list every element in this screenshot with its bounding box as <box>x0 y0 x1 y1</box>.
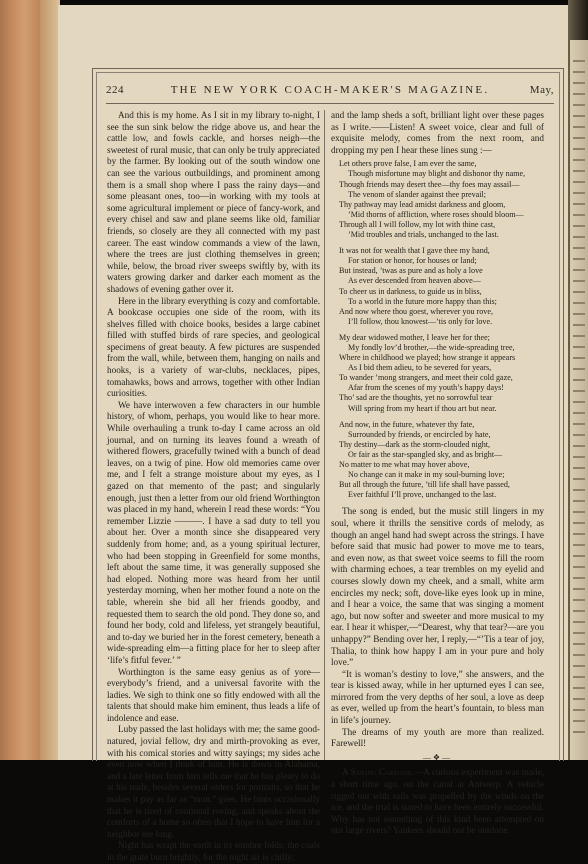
section-heading: A Sailing Carriage. <box>342 767 414 778</box>
book-spine-edge <box>0 0 40 760</box>
adjacent-page-text-line <box>573 357 585 359</box>
adjacent-page-text-line <box>573 709 585 711</box>
column-divider <box>324 110 325 760</box>
adjacent-page-text-line <box>573 445 585 447</box>
adjacent-page-text-line <box>573 159 585 161</box>
adjacent-page-text-line <box>573 236 585 238</box>
adjacent-page-text-line <box>573 71 585 73</box>
poem-line: Afar from the scenes of my youth’s happy days! <box>348 383 504 393</box>
poem-line: Where in childhood we played; how strange it appears <box>339 353 516 363</box>
adjacent-page-text-line <box>573 654 585 656</box>
adjacent-page-text-line <box>573 533 585 535</box>
poem-line: To wander ’mong strangers, and meet their cold gaze, <box>339 373 513 383</box>
adjacent-page-text-line <box>573 467 585 469</box>
issue-month: May, <box>529 84 554 96</box>
adjacent-page-text-line <box>573 291 585 293</box>
adjacent-page-text-line <box>573 93 585 95</box>
poem-line: I’ll follow, thou knowest—’tis only for love. <box>348 316 493 326</box>
adjacent-page-text-line <box>573 390 585 392</box>
poem-line: It was not for wealth that I gave thee my hand, <box>339 246 490 256</box>
adjacent-page-text-line <box>573 665 585 667</box>
paragraph: and the lamp sheds a soft, brilliant light over these pages as I write.——Listen! A sweet voice, clear and full of exquisite melody, comes from the next room, and dropping my pen I hear these lines sung :— <box>331 110 544 155</box>
poem-line: Ever faithful I’ll prove, unchanged to the last. <box>348 490 497 500</box>
paragraph: And this is my home. As I sit in my library to-night, I see the sun sink below the ridge above us, and hear the cattle low, and fowls cackle, and horses neigh—the sweetest of rural music, that can only be truly appreciated by the farmer. By looking out of the south window one can see the various outbuildings, and prominent among them is a small shop where I pass the rainy days—and some pleasant ones, too—in working with my tools at some agricultural implement or piece of fancy-work, and every chisel and saw and plane seems like old, familiar friends, so closely are they all connected with my past career. The east window commands a view of the lawn, where the trees are just clothing themselves in green; while, below, the broad river sweeps swiftly by, with its waters growing darker and darker each moment as the shadows of evening gather over it. <box>107 110 320 294</box>
adjacent-page-text-line <box>573 489 585 491</box>
poem-line: To cheer us in darkness, to guide us in bliss, <box>339 286 482 296</box>
section-divider: —❖— <box>422 752 453 762</box>
adjacent-page-text-line <box>573 500 585 502</box>
adjacent-page-text-line <box>573 214 585 216</box>
adjacent-page-text-line <box>573 324 585 326</box>
poem-stanza <box>339 159 544 240</box>
sailing-carriage-paragraph <box>331 767 544 837</box>
adjacent-page-text-line <box>573 544 585 546</box>
adjacent-page-text-line <box>573 280 585 282</box>
page-gutter <box>40 0 60 760</box>
left-column <box>107 110 320 864</box>
adjacent-page-text-line <box>573 203 585 205</box>
magazine-title: THE NEW YORK COACH-MAKER'S MAGAZINE. <box>170 84 490 96</box>
paragraph: The dreams of my youth are more than realized. Farewell! <box>331 726 544 749</box>
adjacent-page-text-line <box>573 379 585 381</box>
poem-line: As I bid them adieu, to be severed for years, <box>348 363 492 373</box>
adjacent-page-text-line <box>573 621 585 623</box>
adjacent-page-text-line <box>573 269 585 271</box>
adjacent-page-text-line <box>573 434 585 436</box>
adjacent-page-text-line <box>573 588 585 590</box>
poem-line: Thy destiny—dark as the storm-clouded night, <box>339 439 491 449</box>
poem-line: ’Mid troubles and trials, unchanged to the last. <box>348 230 499 240</box>
adjacent-page-text-line <box>573 522 585 524</box>
adjacent-page-text-line <box>573 731 585 733</box>
poem-line: Or fair as the star-spangled sky, and as bright— <box>348 449 503 459</box>
adjacent-page-text-line <box>573 247 585 249</box>
paragraph: Here in the library everything is cozy and comfortable. A bookcase occupies one side of the room, with its shelves filled with choice books, besides a large cabinet filled with stuffed birds of rare species, and geological specimens of great beauty. A few pictures are suspended from the wall, while, between them, hanging on nails and hooks, is a variety of war-clubs, necklaces, pipes, tomahawks, bows and arrows, together with other Indian curiosities. <box>107 295 320 399</box>
poem-line: Tho’ sad are the thoughts, yet no sorrowful tear <box>339 393 493 403</box>
adjacent-page-text-line <box>573 225 585 227</box>
poem-line: But instead, ’twas as pure and as holy a love <box>339 266 483 276</box>
adjacent-page-text-line <box>573 192 585 194</box>
adjacent-page-text-line <box>573 181 585 183</box>
adjacent-page-text-line <box>573 302 585 304</box>
paragraph: The song is ended, but the music still lingers in my soul, where it thrills the sensitive cords of melody, as though an angel hand had swept across the strings. I have before said that music had power to move me to tears, and even now, as that sweet voice seems to fill the room with charming echoes, a tear trembles on my eyelid and courses slowly down my cheek, and a small, white arm encircles my neck; soft, dove-like eyes look up in mine, and I hear a voice, the same that was singing a moment ago, but now softer and sweeter and more musical to my ear. I hear it whisper,—“Dearest, why that tear?—are you unhappy?” Bending over her, I reply,—“’Tis a tear of joy, Thalia, to think how happy I am in your pure and holy love.” <box>331 506 544 668</box>
running-header <box>106 84 554 100</box>
adjacent-page-text-line <box>573 632 585 634</box>
adjacent-page-text-line <box>573 643 585 645</box>
poem-line: Though misfortune may blight and dishonor thy name, <box>348 169 526 179</box>
paragraph: “It is woman’s destiny to love,” she answers, and the tear is kissed away, while in her upturned eyes I can see, mirrored from the very depths of her soul, a love as deep as ever, welled up from the heart’s fountain, to bless man in life’s journey. <box>331 668 544 726</box>
adjacent-page-text-line <box>573 511 585 513</box>
poem-line: And now, in the future, whatever thy fate, <box>339 419 475 429</box>
adjacent-page-text-line <box>573 456 585 458</box>
page-number: 224 <box>106 84 124 96</box>
adjacent-page-text-line <box>573 368 585 370</box>
paragraph: We have interwoven a few characters in our humble history, of whom, perhaps, you would like to hear more. While overhauling a trunk to-day I came across an old journal, and on turning its leaves found a wreath of withered flowers, gracefully twined with a bunch of dead leaves, on a twig of pine. How old memories came over me, and I felt a strange moisture about my eyes, as I gazed on that memento of the past; and singularly enough, just then a letter from our old friend Worthington was placed in my hand, wherein I read these words: “You remember Lizzie ———. I have a sad duty to tell you about her. Over a month since she disappeared very suddenly from home; and, as a young spiritual lecturer, who had been stopping in Greenfield for some months, left about the same time, it was generally supposed she had eloped. Nothing more was heard from her until yesterday morning, when her mother found a note on the table, wherein she bid all her friends goodby, and requested them to search the old pond. They done so, and found her body, cold and lifeless, yet strangely beautiful, and to-day we buried her in the forest cemetery, beneath a wide-spreading elm—a fitting place for her to sleep after ‘life’s fitful fever.’ ” <box>107 399 320 665</box>
poem-line: To a world in the future more happy than this; <box>348 296 497 306</box>
adjacent-page-text-line <box>573 137 585 139</box>
poem-stanza <box>339 420 544 501</box>
adjacent-page-text-line <box>573 82 585 84</box>
poem-line: My dear widowed mother, I leave her for thee; <box>339 332 490 342</box>
poem-stanza <box>339 333 544 414</box>
poem-line: Though friends may desert thee—thy foes may assail— <box>339 179 520 189</box>
poem-line: As ever descended from heaven above— <box>348 276 481 286</box>
poem-line: For station or honor, for houses or land; <box>348 256 477 266</box>
poem-line: Let others prove false, I am ever the same, <box>339 159 477 169</box>
adjacent-page-text-line <box>573 610 585 612</box>
adjacent-page-text-line <box>573 599 585 601</box>
poem-line: My fondly lov’d brother,—the wide-spreading tree, <box>348 342 515 352</box>
adjacent-page-text-line <box>573 335 585 337</box>
adjacent-page-text-line <box>573 115 585 117</box>
poem-line: Will spring from my heart if thou art but near. <box>348 403 497 413</box>
adjacent-page-text-line <box>573 555 585 557</box>
poem-line: Through all I will follow, my lot with thine cast, <box>339 219 496 229</box>
adjacent-page-edge <box>570 40 588 760</box>
adjacent-page-text-line <box>573 60 585 62</box>
poem-line: Thy pathway may lead amidst darkness and gloom, <box>339 199 506 209</box>
poem-stanza <box>339 246 544 327</box>
adjacent-page-text-line <box>573 126 585 128</box>
adjacent-page-text-line <box>573 401 585 403</box>
adjacent-page-text-line <box>573 698 585 700</box>
poem-line: The venom of slander against thee prevail; <box>348 189 486 199</box>
poem-line: ’Mid thorns of affliction, where roses should bloom— <box>348 209 524 219</box>
paragraph: Worthington is the same easy genius as of yore—everybody’s friend, and a universal favorite with the ladies. We sigh to think one so fitly endowed with all the talents that should make him eminent, thus leads a life of indolence and ease. <box>107 666 320 723</box>
adjacent-page-text-line <box>573 104 585 106</box>
adjacent-page-text-line <box>573 170 585 172</box>
paragraph: Night has wrapt the earth in its sombre folds; the coals in the grate burn brightly, for the night air is chilly; <box>107 840 320 862</box>
sailing-text: —A curious experiment was made, a short time ago, on the canal at Antwerp. A vehicle rigged out with sails was propelled by the winds on the ice, and the trial is stated to have been entirely successful. Why has not something of this kind been attempted on our large rivers? Yankees should not be outdone. <box>331 767 544 836</box>
song-poem <box>339 159 544 500</box>
header-rule <box>106 103 554 104</box>
adjacent-page-text-line <box>573 258 585 260</box>
adjacent-page-text-line <box>573 577 585 579</box>
adjacent-page-text-line <box>573 676 585 678</box>
adjacent-page-text-line <box>573 412 585 414</box>
adjacent-page-text-line <box>573 687 585 689</box>
adjacent-page-text-line <box>573 566 585 568</box>
poem-line: Surrounded by friends, or encircled by hate, <box>348 429 491 439</box>
poem-line: And now where thou goest, wherever you rove, <box>339 306 493 316</box>
poem-line: No matter to me what may hover above, <box>339 460 470 469</box>
poem-line: But all through the future, ’till life shall have passed, <box>339 480 510 490</box>
adjacent-page-text-line <box>573 148 585 150</box>
adjacent-page-text-line <box>573 720 585 722</box>
adjacent-page-text-line <box>573 313 585 315</box>
adjacent-page-text-line <box>573 346 585 348</box>
poem-line: No change can it make in my soul-burning love; <box>348 470 505 480</box>
paragraph: Luby passed the last holidays with me; the same good-natured, jovial fellow, dry and mirth-provoking as ever, with his comical stories and witty sayings; my sides ache even now when I think of him. He is down in Alabama, and a late letter from him tells me that he has plenty to do at his trade, besides several orders for portraits, so that he makes it pay as far as “mon.” goes. He hints occasionally that he is tired of continual roving, and speaks about the comforts of a home so often that I hope to have him for a neighbor ere long. <box>107 724 320 839</box>
adjacent-page-text-line <box>573 423 585 425</box>
adjacent-page-text-line <box>573 478 585 480</box>
right-column <box>331 110 544 837</box>
